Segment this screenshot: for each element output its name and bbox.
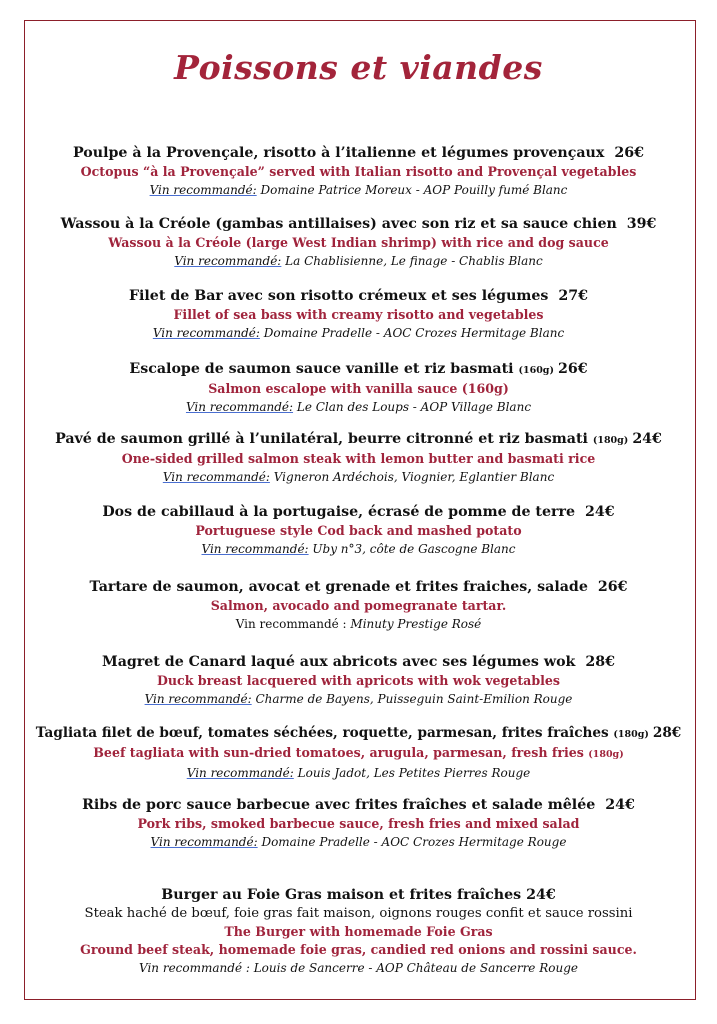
dish-weight-en: (180g) bbox=[588, 749, 624, 760]
dish-item bbox=[0, 578, 717, 633]
page-title: Poissons et viandes bbox=[174, 48, 543, 87]
dish-title-en: Salmon, avocado and pomegranate tartar. bbox=[210, 598, 507, 613]
dish-price: 24€ bbox=[632, 431, 662, 447]
wine-recommendation bbox=[0, 468, 717, 486]
wine-label: Vin recommandé: bbox=[186, 766, 294, 780]
wine-name: Vigneron Ardéchois, Viognier, Eglantier Blanc bbox=[269, 470, 555, 484]
wine-recommendation bbox=[0, 398, 717, 416]
wine-label: Vin recommandé: bbox=[174, 254, 282, 268]
dish-item bbox=[0, 724, 717, 782]
dish-price: 28€ bbox=[652, 725, 682, 741]
dish-name: Tartare de saumon, avocat et grenade et frites fraiches, salade bbox=[89, 579, 588, 595]
burger-title-en: The Burger with homemade Foie Gras bbox=[224, 924, 493, 939]
dish-name: Pavé de saumon grillé à l’unilatéral, beurre citronné et riz basmati bbox=[55, 431, 588, 447]
wine-name: Minuty Prestige Rosé bbox=[346, 617, 482, 631]
dish-item bbox=[0, 287, 717, 342]
wine-label: Vin recommandé: bbox=[150, 835, 258, 849]
dish-title-en: Duck breast lacquered with apricots with wok vegetables bbox=[156, 673, 561, 688]
dish-weight: (180g) bbox=[613, 729, 649, 740]
dish-price: 39€ bbox=[626, 216, 657, 232]
dish-title-fr bbox=[0, 503, 717, 522]
dish-title-fr bbox=[0, 578, 717, 597]
dish-price: 26€ bbox=[614, 145, 644, 161]
dish-price: 26€ bbox=[557, 361, 588, 377]
wine-label: Vin recommandé : bbox=[235, 617, 347, 631]
dish-title-en: Salmon escalope with vanilla sauce (160g) bbox=[208, 381, 509, 396]
dish-item bbox=[0, 430, 717, 486]
wine-label: Vin recommandé: bbox=[152, 326, 260, 340]
dish-title-en: Portuguese style Cod back and mashed potato bbox=[195, 523, 522, 538]
dish-name: Burger au Foie Gras maison et frites fraîches bbox=[161, 887, 522, 903]
dish-title-en: Octopus “à la Provençale” served with Italian risotto and Provençal vegetables bbox=[80, 164, 637, 179]
wine-recommendation bbox=[0, 181, 717, 199]
dish-title-fr bbox=[0, 287, 717, 306]
wine-name: Le Clan des Loups - AOP Village Blanc bbox=[293, 400, 532, 414]
burger-item bbox=[0, 886, 717, 977]
dish-title-en: Pork ribs, smoked barbecue sauce, fresh fries and mixed salad bbox=[137, 816, 580, 831]
wine-name: Louis Jadot, Les Petites Pierres Rouge bbox=[293, 766, 531, 780]
wine-recommendation bbox=[0, 540, 717, 558]
dish-title-en: Wassou à la Créole (large West Indian shrimp) with rice and dog sauce bbox=[108, 235, 609, 250]
wine-name: Uby n°3, côte de Gascogne Blanc bbox=[308, 542, 516, 556]
dish-weight: (180g) bbox=[592, 435, 629, 446]
burger-title-fr bbox=[0, 886, 717, 905]
dish-title-en: One-sided grilled salmon steak with lemon butter and basmati rice bbox=[121, 451, 596, 466]
dish-name: Filet de Bar avec son risotto crémeux et ses légumes bbox=[128, 288, 549, 304]
dish-title-fr bbox=[0, 144, 717, 163]
wine-recommendation bbox=[0, 324, 717, 342]
wine-recommendation: Vin recommandé : Louis de Sancerre - AOP Château de Sancerre Rouge bbox=[139, 961, 578, 975]
wine-label: Vin recommandé: bbox=[149, 183, 257, 197]
dish-price: 24€ bbox=[605, 797, 635, 813]
wine-recommendation bbox=[0, 615, 717, 633]
dish-title-en: Fillet of sea bass with creamy risotto and vegetables bbox=[173, 307, 544, 322]
wine-label: Vin recommandé: bbox=[185, 400, 294, 414]
wine-label: Vin recommandé: bbox=[201, 542, 309, 556]
wine-name: Domaine Pradelle - AOC Crozes Hermitage Rouge bbox=[257, 835, 567, 849]
dish-name-en: Beef tagliata with sun-dried tomatoes, arugula, parmesan, fresh fries bbox=[93, 745, 584, 760]
dish-item bbox=[0, 653, 717, 708]
dish-name: Tagliata filet de bœuf, tomates séchées, roquette, parmesan, frites fraîches bbox=[35, 725, 609, 741]
wine-recommendation bbox=[0, 764, 717, 782]
wine-recommendation bbox=[0, 833, 717, 851]
wine-label: Vin recommandé: bbox=[162, 470, 270, 484]
dish-title-fr bbox=[0, 796, 717, 815]
dish-price: 24€ bbox=[526, 887, 556, 903]
dish-name: Ribs de porc sauce barbecue avec frites fraîches et salade mêlée bbox=[82, 797, 596, 813]
dish-name: Dos de cabillaud à la portugaise, écrasé de pomme de terre bbox=[102, 504, 575, 520]
dish-weight: (160g) bbox=[518, 365, 554, 376]
dish-name: Escalope de saumon sauce vanille et riz basmati bbox=[129, 361, 514, 377]
dish-price: 26€ bbox=[597, 579, 628, 595]
burger-description: Steak haché de bœuf, foie gras fait maison, oignons rouges confit et sauce rossini bbox=[84, 906, 633, 921]
wine-name: Domaine Pradelle - AOC Crozes Hermitage Blanc bbox=[259, 326, 565, 340]
dish-price: 24€ bbox=[585, 504, 615, 520]
wine-label: Vin recommandé: bbox=[144, 692, 252, 706]
dish-name: Wassou à la Créole (gambas antillaises) avec son riz et sa sauce chien bbox=[60, 216, 617, 232]
dish-title-fr bbox=[0, 360, 717, 380]
dish-title-en bbox=[0, 744, 717, 764]
dish-price: 28€ bbox=[585, 654, 615, 670]
wine-recommendation bbox=[0, 690, 717, 708]
dish-price: 27€ bbox=[558, 288, 589, 304]
dish-item bbox=[0, 503, 717, 558]
dish-title-fr bbox=[0, 653, 717, 672]
wine-name: Charme de Bayens, Puisseguin Saint-Emilion Rouge bbox=[251, 692, 573, 706]
wine-name: Domaine Patrice Moreux - AOP Pouilly fumé Blanc bbox=[256, 183, 568, 197]
wine-name: La Chablisienne, Le finage - Chablis Blanc bbox=[281, 254, 543, 268]
wine-recommendation bbox=[0, 252, 717, 270]
dish-title-fr bbox=[0, 724, 717, 744]
burger-description-en: Ground beef steak, homemade foie gras, candied red onions and rossini sauce. bbox=[80, 942, 637, 957]
dish-item bbox=[0, 360, 717, 416]
dish-item bbox=[0, 215, 717, 270]
dish-item bbox=[0, 796, 717, 851]
dish-title-fr bbox=[0, 430, 717, 450]
dish-name: Magret de Canard laqué aux abricots avec ses légumes wok bbox=[101, 654, 576, 670]
dish-item bbox=[0, 144, 717, 199]
dish-name: Poulpe à la Provençale, risotto à l’italienne et légumes provençaux bbox=[73, 145, 605, 161]
dish-title-fr bbox=[0, 215, 717, 234]
